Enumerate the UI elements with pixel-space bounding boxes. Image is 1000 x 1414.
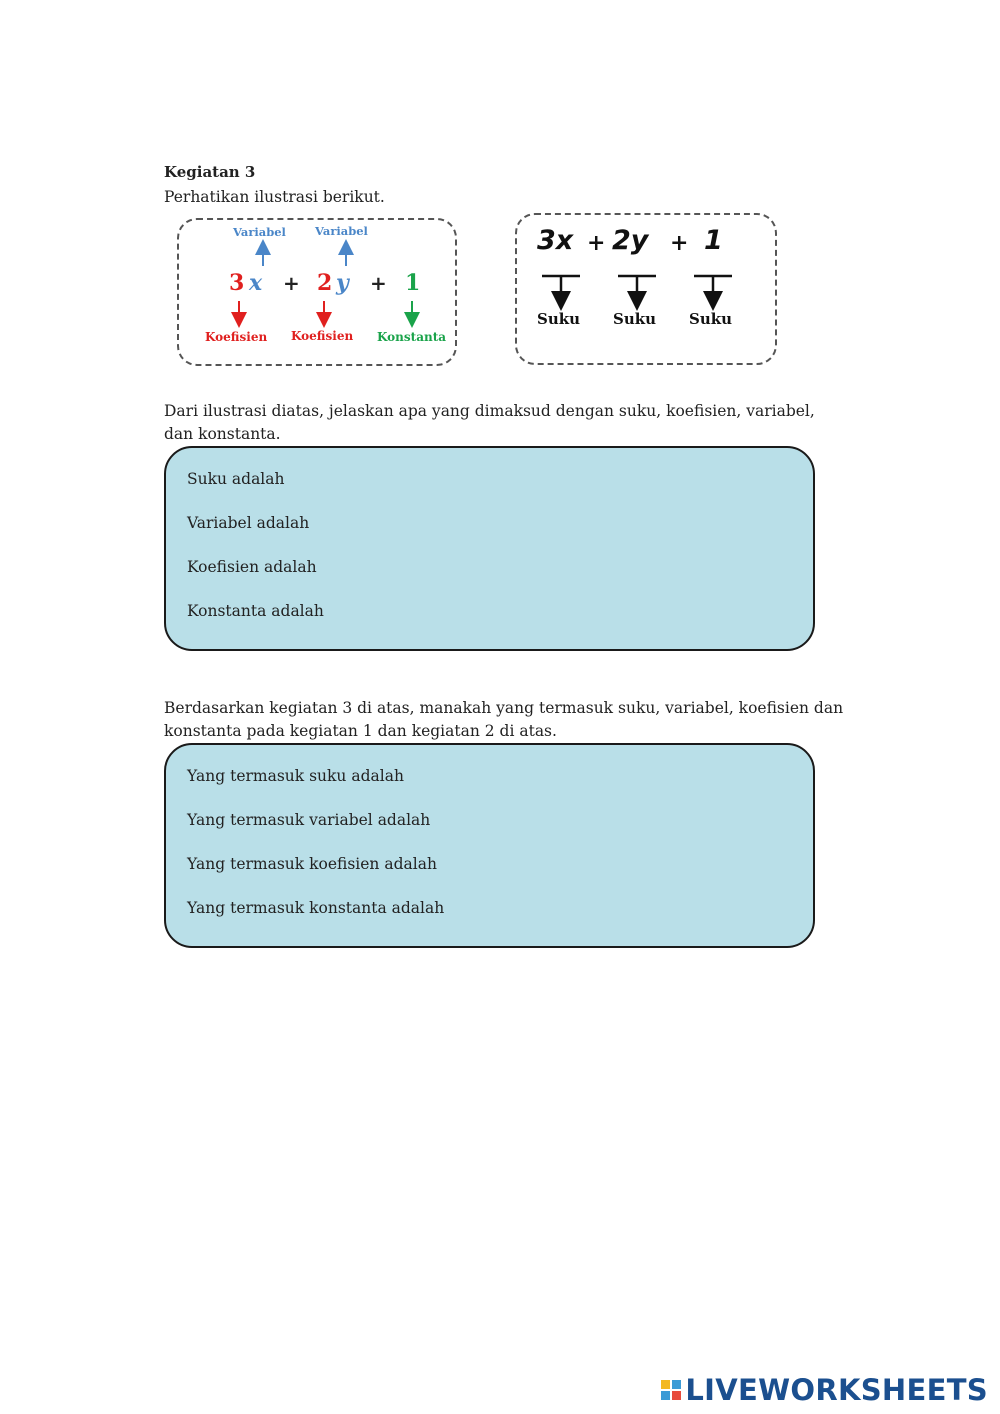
constant-1: 1 <box>405 270 421 296</box>
label-variabel-1: Variabel <box>233 225 286 239</box>
label-suku-3: Suku <box>689 310 733 328</box>
plus-sign-a: + <box>587 230 606 256</box>
illustration-terms <box>515 213 777 365</box>
question-1: Dari ilustrasi diatas, jelaskan apa yang dimaksud dengan suku, koefisien, variabel, dan konstanta. <box>164 402 815 443</box>
label-koefisien-1: Koefisien <box>205 330 268 344</box>
prompt-termasuk-koefisien: Yang termasuk koefisien adalah <box>187 855 437 873</box>
term-1: 1 <box>704 225 723 256</box>
intro-text: Perhatikan ilustrasi berikut. <box>164 188 385 206</box>
question-2: Berdasarkan kegiatan 3 di atas, manakah yang termasuk suku, variabel, koefisien dan konstanta pada kegiatan 1 dan kegiatan 2 di atas. <box>164 699 844 740</box>
label-variabel-2: Variabel <box>315 224 368 238</box>
liveworksheets-icon <box>661 1380 681 1400</box>
coefficient-3: 3 <box>229 270 245 296</box>
answer-box-definitions[interactable] <box>164 446 815 651</box>
term-3x: 3x <box>537 225 574 256</box>
variable-y: y <box>336 270 349 296</box>
label-konstanta: Konstanta <box>377 330 447 344</box>
coefficient-2: 2 <box>317 270 333 296</box>
brand-name: LIVEWORKSHEETS <box>685 1373 988 1407</box>
prompt-termasuk-variabel: Yang termasuk variabel adalah <box>187 811 431 829</box>
label-suku-1: Suku <box>537 310 581 328</box>
term-brackets-graphic <box>517 215 779 367</box>
prompt-variabel: Variabel adalah <box>187 514 310 532</box>
variable-x: x <box>249 270 263 296</box>
prompt-koefisien: Koefisien adalah <box>187 558 317 576</box>
label-koefisien-2: Koefisien <box>291 329 354 343</box>
page-heading: Kegiatan 3 <box>164 163 256 181</box>
prompt-termasuk-suku: Yang termasuk suku adalah <box>187 767 404 785</box>
prompt-termasuk-konstanta: Yang termasuk konstanta adalah <box>187 899 445 917</box>
plus-sign-b: + <box>670 230 689 256</box>
plus-sign-2: + <box>370 271 387 295</box>
prompt-suku: Suku adalah <box>187 470 285 488</box>
liveworksheets-logo <box>661 1373 988 1407</box>
plus-sign-1: + <box>283 271 300 295</box>
answer-box-examples[interactable] <box>164 743 815 948</box>
label-suku-2: Suku <box>613 310 657 328</box>
prompt-konstanta: Konstanta adalah <box>187 602 324 620</box>
term-2y: 2y <box>612 225 649 256</box>
illustration-coefficient-variable <box>177 218 457 366</box>
